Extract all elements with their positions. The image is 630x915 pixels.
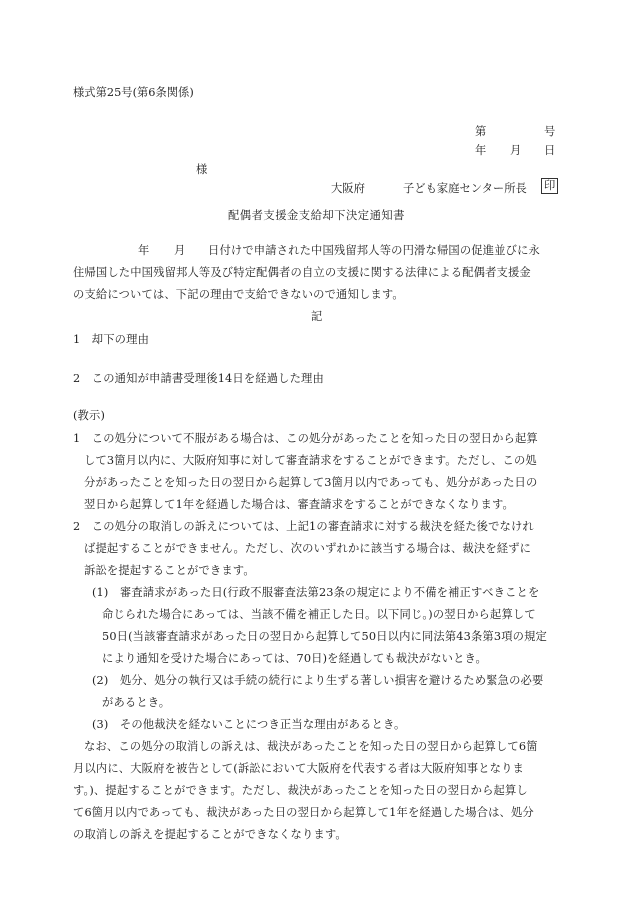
notice-s3-line: (3) その他裁決を経ないことにつき正当な理由があるとき。: [92, 718, 406, 731]
number-prefix: 第: [475, 125, 487, 138]
notice-s1-line: (1) 審査請求があった日(行政不服審査法第23条の規定により不備を補正すべきことを: [92, 586, 540, 599]
intro-line-1: 日付けで申請された中国残留邦人等の円滑な帰国の促進並びに永: [208, 244, 540, 257]
form-number: 様式第25号(第6条関係): [73, 86, 194, 99]
notice-s1-line: 50日(当該審査請求があった日の翌日から起算して50日以内に同法第43条第3項の規定: [102, 630, 548, 643]
notice-p2-line: 2 この処分の取消しの訴えについては、上記1の審査請求に対する裁決を経た後でなけれ: [73, 520, 534, 533]
notice-p1-line: 1 この処分について不服がある場合は、この処分があったことを知った日の翌日から起算: [73, 432, 538, 445]
ki-mark: 記: [311, 310, 323, 323]
notice-s2-line: があるとき。: [102, 696, 171, 709]
date-year: 年: [475, 144, 487, 157]
notice-s1-line: 命じられた場合にあっては、当該不備を補正した日。以下同じ。)の翌日から起算して: [102, 608, 536, 621]
document-title: 配偶者支援金支給却下決定通知書: [228, 209, 405, 222]
issuer-prefecture: 大阪府: [331, 182, 365, 195]
notice-s1-line: により通知を受けた場合にあっては、70日)を経過しても裁決がないとき。: [102, 652, 487, 665]
notice-p2-line: 訴訟を提起することができます。: [84, 564, 255, 577]
notice-p2-line: ば提起することができません。ただし、次のいずれかに該当する場合は、裁決を経ずに: [84, 542, 532, 555]
notice-p3-line: なお、この処分の取消しの訴えは、裁決があったことを知った日の翌日から起算して6箇: [84, 740, 538, 753]
notice-p1-line: 翌日から起算して1年を経過した場合は、審査請求をすることができなくなります。: [84, 498, 514, 511]
intro-year: 年: [138, 244, 150, 257]
item-rejection-reason: 1 却下の理由: [73, 333, 150, 346]
notice-p3-line: す。)、提起することができます。ただし、裁決があったことを知った日の翌日から起算し: [73, 784, 528, 797]
intro-line-3: の支給については、下記の理由で支給できないので通知します。: [73, 288, 404, 301]
notice-p1-line: して3箇月以内に、大阪府知事に対して審査請求をすることができます。ただし、この処: [84, 454, 537, 467]
addressee-suffix: 様: [196, 163, 208, 176]
notice-p3-line: て6箇月以内であっても、裁決があった日の翌日から起算して1年を経過した場合は、処分: [73, 806, 534, 819]
seal-mark: [541, 178, 558, 194]
notice-heading: (教示): [73, 409, 106, 422]
seal-text: 印: [541, 178, 558, 194]
notice-p1-line: 分があったことを知った日の翌日から起算して3箇月以内であっても、処分があった日の: [84, 476, 538, 489]
issuer-office: 子ども家庭センター所長: [403, 182, 527, 195]
notice-p3-line: 月以内に、大阪府を被告として(訴訟において大阪府を代表する者は大阪府知事となりま: [73, 762, 524, 775]
item-delay-reason: 2 この通知が申請書受理後14日を経過した理由: [73, 372, 324, 385]
number-suffix: 号: [544, 125, 556, 138]
intro-line-2: 住帰国した中国残留邦人等及び特定配偶者の自立の支援に関する法律による配偶者支援金: [73, 266, 531, 279]
notice-p3-line: の取消しの訴えを提起することができなくなります。: [73, 828, 347, 841]
notice-s2-line: (2) 処分、処分の執行又は手続の続行により生ずる著しい損害を避けるため緊急の必要: [92, 674, 544, 687]
intro-month: 月: [174, 244, 186, 257]
date-month: 月: [510, 144, 522, 157]
date-day: 日: [544, 144, 556, 157]
